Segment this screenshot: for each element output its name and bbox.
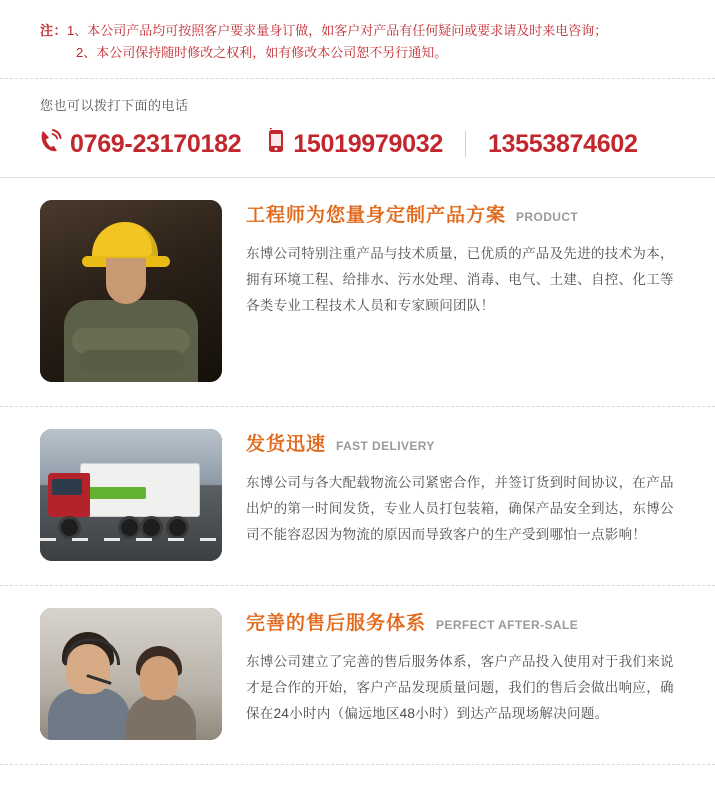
phone-number-mobile-1: 15019979032: [293, 129, 443, 158]
telephone-icon: [40, 129, 62, 158]
feature-after-sale: [0, 586, 715, 765]
customer-service-illustration: [40, 608, 222, 740]
feature-delivery-subtitle: FAST DELIVERY: [336, 439, 435, 453]
feature-delivery-body: [222, 429, 675, 548]
phone-block: [0, 79, 715, 178]
feature-after-sale-subtitle: PERFECT AFTER-SALE: [436, 618, 579, 632]
feature-product-title: 工程师为您量身定制产品方案: [246, 205, 507, 226]
feature-delivery-text: 东博公司与各大配载物流公司紧密合作，并签订货到时间协议，在产品出炉的第一时间发货，专业人员打包装箱，确保产品安全到达，东博公司不能容忍因为物流的原因而导致客户的生产受到哪怕一点影响！: [246, 475, 674, 542]
customer-service-photo: [40, 608, 222, 740]
phone-number-row: [40, 128, 675, 159]
feature-after-sale-body: [222, 608, 675, 727]
feature-delivery-heading: [246, 429, 675, 456]
feature-product-text: 东博公司特别注重产品与技术质量，已优质的产品及先进的技术为本，拥有环境工程、给排水、污水处理、消毒、电气、土建、自控、化工等各类专业工程技术人员和专家顾问团队！: [246, 246, 674, 313]
notice-block: [0, 0, 715, 79]
phone-item-landline[interactable]: [40, 129, 241, 158]
truck-illustration: [40, 429, 222, 561]
notice-text-2: 2、本公司保持随时修改之权利，如有修改本公司恕不另行通知。: [76, 45, 448, 60]
feature-product-heading: [246, 200, 675, 227]
feature-after-sale-title: 完善的售后服务体系: [246, 613, 427, 634]
engineer-illustration: [40, 200, 222, 382]
notice-text-1: 1、本公司产品均可按照客户要求量身订做，如客户对产品有任何疑问或要求请及时来电咨询；: [67, 23, 608, 38]
feature-product-body: [222, 200, 675, 319]
phone-item-mobile-1[interactable]: [267, 128, 443, 159]
truck-photo: [40, 429, 222, 561]
phone-item-mobile-2[interactable]: [488, 130, 638, 158]
footer-spacer: [0, 765, 715, 789]
phone-divider: [465, 131, 466, 157]
engineer-photo: [40, 200, 222, 382]
notice-label: 注：: [40, 23, 68, 38]
feature-delivery-title: 发货迅速: [246, 434, 327, 455]
notice-line-1: [40, 20, 675, 42]
phone-lead-text: 您也可以拨打下面的电话: [40, 98, 189, 113]
feature-after-sale-heading: [246, 608, 675, 635]
feature-delivery: [0, 407, 715, 586]
phone-number-mobile-2: 13553874602: [487, 129, 638, 158]
phone-number-landline: 0769-23170182: [70, 129, 242, 158]
feature-after-sale-text: 东博公司建立了完善的售后服务体系，客户产品投入使用对于我们来说才是合作的开始，客户产品发现质量问题，我们的售后会做出响应，确保在24小时内（偏远地区48小时）到达产品现场解决问题。: [246, 654, 674, 721]
mobile-phone-icon: [267, 128, 285, 159]
notice-line-2: [40, 42, 675, 64]
feature-product: [0, 178, 715, 407]
feature-product-subtitle: PRODUCT: [516, 210, 579, 224]
